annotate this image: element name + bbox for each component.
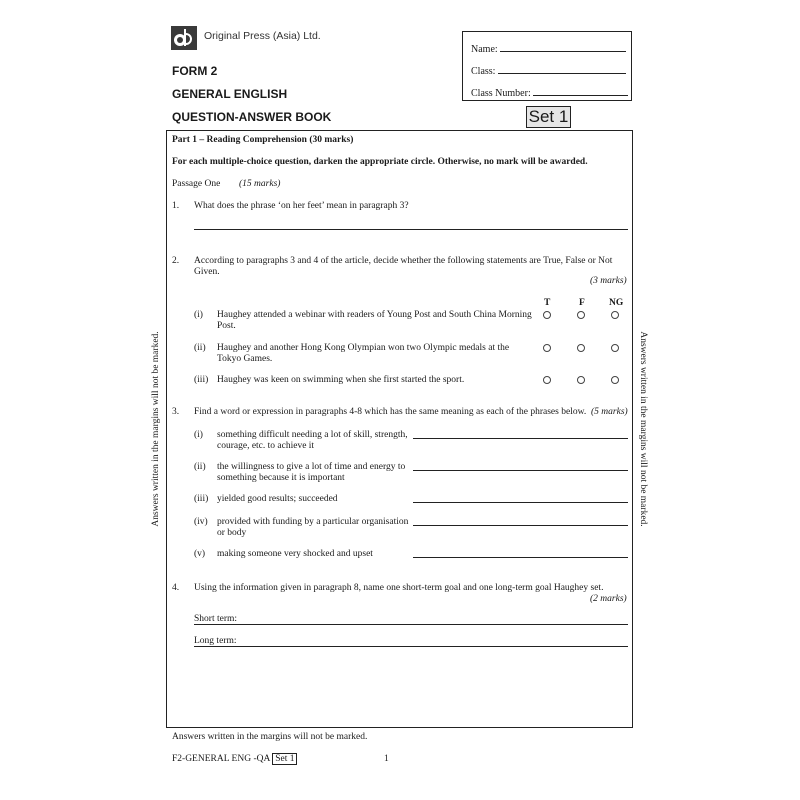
page-number: 1 [384, 754, 389, 764]
publisher-name: Original Press (Asia) Ltd. [204, 30, 321, 42]
q2-marks: (3 marks) [590, 276, 627, 286]
q3-v-answer-line[interactable] [413, 557, 628, 558]
q4-short-term-label: Short term: [194, 614, 238, 624]
q2-item-number: (i) [194, 310, 203, 320]
footer-note: Answers written in the margins will not be marked. [172, 732, 368, 742]
q4-text: Using the information given in paragraph 8, name one short-term goal and one long-term goal Haughey set. [194, 583, 604, 593]
col-not-given-header: NG [609, 298, 624, 308]
q3-ii-answer-line[interactable] [413, 470, 628, 471]
q3-i-answer-line[interactable] [413, 438, 628, 439]
passage-marks: (15 marks) [239, 179, 281, 189]
q3-item-text: the willingness to give a lot of time and energy to something because it is important [217, 462, 406, 483]
q2-ii-true-circle[interactable] [543, 344, 551, 352]
col-false-header: F [579, 298, 585, 308]
q2-i-not-given-circle[interactable] [611, 311, 619, 319]
footer-set-badge: Set 1 [272, 753, 297, 765]
q3-item-number: (i) [194, 430, 203, 440]
q3-number: 3. [172, 407, 180, 417]
q3-item-text: making someone very shocked and upset [217, 549, 373, 559]
q1-text: What does the phrase ‘on her feet’ mean in paragraph 3? [194, 201, 409, 211]
q3-item-text: yielded good results; succeeded [217, 494, 338, 504]
q2-item-text: Haughey was keen on swimming when she first started the sport. [217, 375, 465, 385]
q2-iii-false-circle[interactable] [577, 376, 585, 384]
q3-item-number: (v) [194, 549, 206, 559]
q2-item-text: Haughey and another Hong Kong Olympian won two Olympic medals at the Tokyo Games. [217, 343, 510, 364]
q2-item-text: Haughey attended a webinar with readers of Young Post and South China Morning Post. [217, 310, 532, 331]
right-margin-note: Answers written in the margins will not be marked. [638, 331, 648, 527]
set-badge: Set 1 [526, 106, 571, 128]
q2-item-number: (ii) [194, 343, 206, 353]
passage-label: Passage One [172, 179, 221, 189]
q2-i-false-circle[interactable] [577, 311, 585, 319]
q4-number: 4. [172, 583, 180, 593]
q3-text: Find a word or expression in paragraphs 4-8 which has the same meaning as each of the phrases below. [194, 407, 587, 417]
q2-iii-true-circle[interactable] [543, 376, 551, 384]
subject-title: GENERAL ENGLISH [172, 87, 288, 101]
q4-long-term-label: Long term: [194, 636, 237, 646]
book-title: QUESTION-ANSWER BOOK [172, 110, 332, 124]
q4-marks: (2 marks) [590, 594, 627, 604]
name-row [471, 42, 626, 55]
class-number-label: Class Number: [471, 88, 531, 99]
q4-long-term-line[interactable] [194, 646, 628, 647]
q3-marks: (5 marks) [591, 407, 628, 417]
left-margin-note: Answers written in the margins will not be marked. [151, 331, 161, 527]
student-info-box [462, 31, 632, 101]
q1-answer-line[interactable] [194, 229, 628, 230]
name-field[interactable] [500, 42, 626, 52]
q2-number: 2. [172, 256, 180, 266]
q2-text: According to paragraphs 3 and 4 of the article, decide whether the following statements are True, False or Not Given. [194, 256, 613, 277]
q3-item-text: something difficult needing a lot of skill, strength, courage, etc. to achieve it [217, 430, 408, 451]
footer-code-row [172, 754, 297, 764]
q3-item-number: (ii) [194, 462, 206, 472]
q3-iii-answer-line[interactable] [413, 502, 628, 503]
q2-i-true-circle[interactable] [543, 311, 551, 319]
q2-ii-not-given-circle[interactable] [611, 344, 619, 352]
name-label: Name: [471, 44, 498, 55]
class-number-row [471, 86, 628, 99]
q3-iv-answer-line[interactable] [413, 525, 628, 526]
col-true-header: T [544, 298, 551, 308]
q3-item-number: (iv) [194, 517, 208, 527]
part-instruction: For each multiple-choice question, darken the appropriate circle. Otherwise, no mark will be awarded. [172, 157, 588, 167]
class-field[interactable] [498, 64, 626, 74]
class-row [471, 64, 626, 77]
part-title: Part 1 – Reading Comprehension (30 marks) [172, 135, 354, 145]
form-title: FORM 2 [172, 64, 218, 78]
q2-item-number: (iii) [194, 375, 209, 385]
q4-short-term-line[interactable] [194, 624, 628, 625]
publisher-logo [171, 26, 197, 50]
q2-ii-false-circle[interactable] [577, 344, 585, 352]
class-number-field[interactable] [533, 86, 628, 96]
q2-iii-not-given-circle[interactable] [611, 376, 619, 384]
q3-item-number: (iii) [194, 494, 209, 504]
class-label: Class: [471, 66, 496, 77]
footer-code: F2-GENERAL ENG -QA [172, 754, 270, 764]
q1-number: 1. [172, 201, 180, 211]
q3-item-text: provided with funding by a particular organisation or body [217, 517, 409, 538]
